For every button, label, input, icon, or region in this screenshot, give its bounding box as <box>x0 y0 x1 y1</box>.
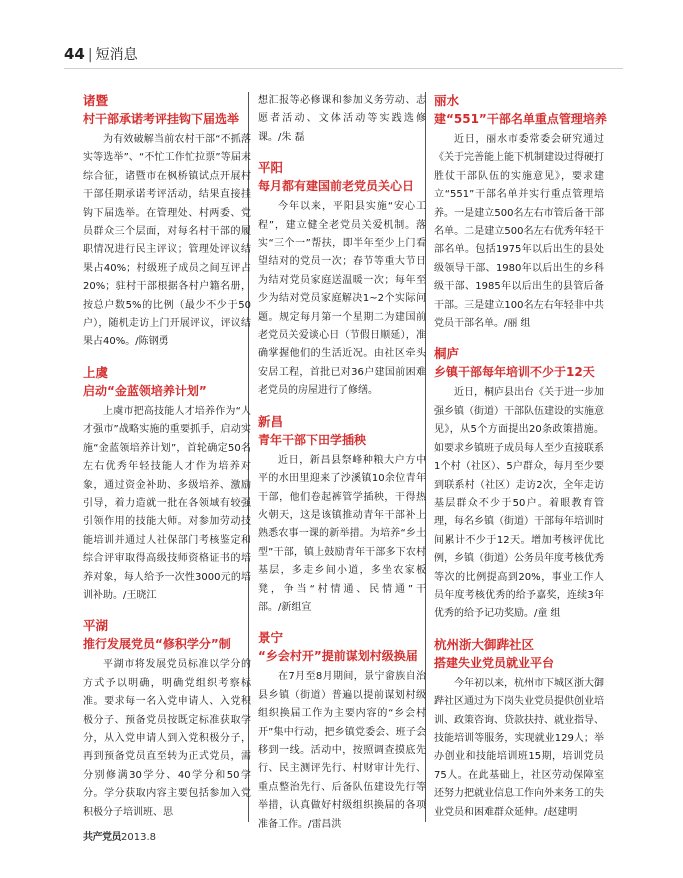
header-rule <box>64 68 623 69</box>
article-zhuji <box>83 92 251 352</box>
article-author: /朱 磊 <box>278 131 305 143</box>
column-2 <box>258 92 426 846</box>
article-region: 新昌 <box>258 413 284 429</box>
article-text: 在7月至8月期间，景宁畲族自治县乡镇（街道）普遍以提前谋划村级组织换届工作为主要内容的“乡会村开”集中行动，把乡镇党委会、班子会移到一线。活动中，按照调查摸底先行、民主测评先行、村财审计先行、重点整治先行、后备队伍建设先行等举措，认真做好村级组织换届的各项准备工作。 <box>258 671 426 830</box>
article-region: 平阳 <box>258 160 284 176</box>
article-jingning <box>258 629 426 834</box>
article-xinchang <box>258 413 426 618</box>
article-author: /王晓江 <box>123 589 157 601</box>
article-body <box>83 131 251 352</box>
page-header <box>64 44 138 64</box>
section-name: 短消息 <box>95 47 138 63</box>
column-3 <box>434 92 607 834</box>
page-number: 44 <box>64 45 85 63</box>
article-author: /新组宣 <box>278 601 312 613</box>
article-body <box>83 403 251 605</box>
article-body <box>83 656 251 822</box>
article-text: 近日，桐庐县出台《关于进一步加强乡镇（街道）干部队伍建设的实施意见》，从5个方面提出20条政策措施。如要求乡镇班子成员每人至少直接联系1个村（社区）、5户群众，每月至少要到联系村（社区）走访2次，全年走访基层群众不少于50户。着眼教育管理，每名乡镇（街道）干部每年培训时间累计不少于12天。增加考核评优比例，乡镇（街道）公务员年度考核优秀等次的比例提高到20%，事业工作人员年度考核优秀的给予嘉奖，连续3年优秀的给予记功奖励。 <box>434 387 604 620</box>
article-region: 丽水 <box>434 93 460 108</box>
article-title: “乡会村开”提前谋划村级换届 <box>258 649 418 664</box>
article-body <box>434 131 604 333</box>
issue-date: 2013.8 <box>121 832 156 843</box>
article-tonglu <box>434 345 604 623</box>
article-title: 推行发展党员“修积学分”制 <box>83 637 231 652</box>
article-region: 上虞 <box>83 364 109 380</box>
article-lishui <box>434 92 607 333</box>
article-title: 乡镇干部每年培训不少于12天 <box>434 365 595 380</box>
article-text: 近日，丽水市委常委会研究通过《关于完善能上能下机制建设过得硬打胜仗干部队伍的实施意见》，要求建立“551”干部名单并实行重点管理培养。一是建立500名左右市管后备干部名单。二是建立500名左右优秀年轻干部名单。包括1975年以后出生的县处级领导干部、1980年以后出生的乡科级干部、1985年以后出生的县管后备干部。三是建立100名左右年轻非中共党员干部名单。 <box>434 134 604 330</box>
article-author: /童 组 <box>534 608 561 620</box>
article-text: 平湖市将发展党员标准以学分的方式予以明确，明确党组织考察标准。要求每一名入党申请人、入党积极分子、预备党员按既定标准获取学分，从入党申请人到入党积极分子，再到预备党员直至转为正式党员，需分别修满30学分、40学分和50学分。学分获取内容主要包括参加入党积极分子培训班、思 <box>83 659 251 818</box>
article-title: 建“551”干部名单重点管理培养 <box>434 112 607 126</box>
article-title: 青年干部下田学插秧 <box>258 432 367 447</box>
article-hangzhou <box>434 636 604 822</box>
article-region: 景宁 <box>258 630 284 646</box>
article-shangyu <box>83 364 251 605</box>
article-author: /雷昌洪 <box>308 818 342 830</box>
article-region: 桐庐 <box>434 346 460 362</box>
article-text: 今年初以来，杭州市下城区浙大御跸社区通过为下岗失业党员提供创业培训、政策咨询、贷款扶持、就业指导、技能培训等服务，实现就业129人；举办创业和技能培训班15期，培训党员75人。在此基础上，社区劳动保障室还努力把就业信息工作向外来务工的失业党员和困难群众延伸。 <box>434 677 604 818</box>
article-title: 村干部承诺考评挂钩下届选举 <box>83 112 240 126</box>
article-pinghu <box>83 617 251 822</box>
article-text: 今年以来，平阳县实施“安心工程”，建立健全老党员关爱机制。落实“三个一”帮扶，即半年至少上门看望结对的党员一次；春节等重大节日为结对党员家庭送温暖一次；每年至少为结对党员家庭解决1~2个实际问题。规定每月第一个星期二为建国前老党员关爱谈心日（节假日顺延），准确掌握他们的生活近况。由社区牵头安居工程，首批已对36户建国前困难老党员的房屋进行了修缮。 <box>258 201 426 397</box>
article-title: 启动“金蓝领培养计划” <box>83 383 207 398</box>
article-body <box>434 384 604 623</box>
article-region: 平湖 <box>83 618 109 634</box>
page-footer <box>83 828 156 843</box>
article-author: /陈钢勇 <box>135 336 169 348</box>
article-text: 想汇报等必修课和参加义务劳动、志愿者活动、文体活动等实践选修课。 <box>258 95 426 143</box>
header-separator: | <box>87 47 93 63</box>
article-region: 杭州浙大御跸社区 <box>434 636 535 652</box>
article-text: 近日，新昌县祭峰种粮大户方中平的水田里迎来了沙溪镇10余位青年干部，他们卷起裤管学插秧，干得热火朝天，这是该镇推动青年干部补上熟悉农事一课的新举措。为培养“乡土型”干部，镇上鼓励青年干部多下农村基层，多走乡间小道，多坐农家板凳，争当“村情通、民情通”干部。 <box>258 454 426 613</box>
column-1 <box>83 92 251 834</box>
article-continuation <box>258 92 426 147</box>
article-body <box>258 452 426 618</box>
article-body <box>258 198 426 400</box>
article-text: 为有效破解当前农村干部“不抓落实等选举”、“不忙工作忙拉票”等届末综合征，诸暨市在枫桥镇试点开展村干部任期承诺考评活动，结果直接挂钩下届选举。在管理处、村两委、党员群众三个层面，对每名村干部的履职情况进行民主评议；管理处评议结果占40%；村级班子成员之间互评占20%；驻村干部根据各村户籍名册，按总户数5%的比例（最少不少于50户），随机走访上门开展评议，评议结果占40%。 <box>83 134 251 348</box>
article-title: 每月都有建国前老党员关心日 <box>258 179 415 194</box>
article-text: 上虞市把高技能人才培养作为“人才强市”战略实施的重要抓手，启动实施“金蓝领培养计划”，首轮确定50名左右优秀年轻技能人才作为培养对象，通过资金补助、多级培养、激励引导，着力造就一批在各领域有较强引领作用的技能大师。对参加劳动技能培训并通过人社保部门考核鉴定和综合评审取得高级技师资格证书的培养对象，每人给予一次性3000元的培训补助。 <box>83 405 251 601</box>
article-pingyang <box>258 159 426 400</box>
article-region: 诸暨 <box>83 93 109 108</box>
article-author: /丽 组 <box>504 318 531 330</box>
article-body <box>258 668 426 834</box>
article-author: /赵建明 <box>544 806 578 818</box>
article-body <box>434 675 604 822</box>
magazine-name: 共产党员 <box>83 832 121 843</box>
article-title: 搭建失业党员就业平台 <box>434 655 555 670</box>
